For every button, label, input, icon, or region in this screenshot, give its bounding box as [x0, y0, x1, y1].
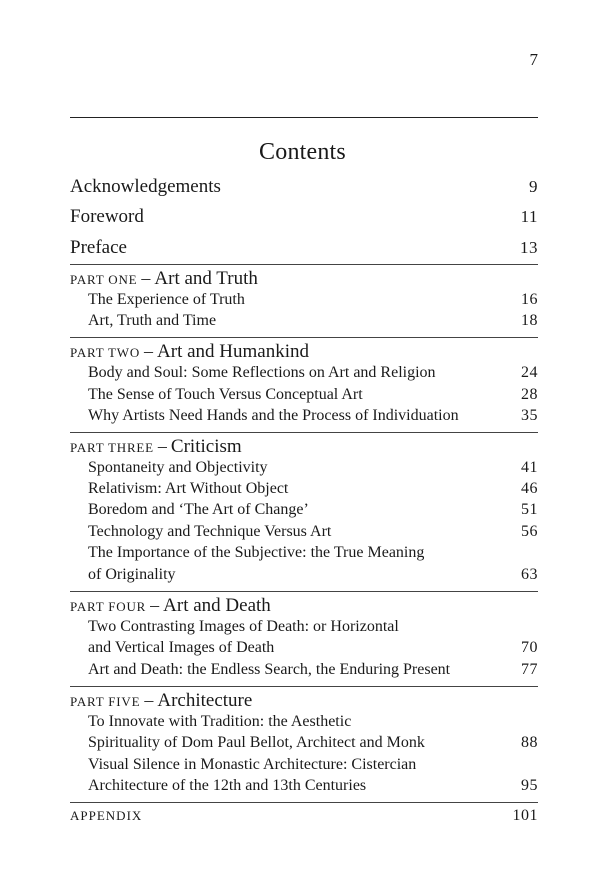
toc-entry[interactable] — [70, 386, 538, 404]
toc-entry-preface[interactable] — [70, 237, 538, 259]
toc-entry[interactable] — [70, 713, 538, 731]
toc-entry-label: The Experience of Truth — [88, 291, 245, 308]
toc-entry-label: Relativism: Art Without Object — [88, 480, 289, 497]
toc-entry-page: 51 — [521, 501, 538, 518]
part-heading-two[interactable] — [70, 341, 309, 363]
toc-entry-page: 11 — [520, 207, 538, 226]
toc-entry[interactable] — [70, 407, 538, 425]
toc-entry[interactable] — [70, 480, 538, 498]
part-title: Art and Death — [163, 595, 271, 616]
part-label: PART THREE — [70, 440, 154, 455]
section-divider — [70, 337, 538, 338]
part-label: PART ONE — [70, 272, 138, 287]
section-divider — [70, 686, 538, 687]
header-rule — [70, 117, 538, 118]
toc-entry-page: 28 — [521, 386, 538, 403]
toc-entry[interactable] — [70, 734, 538, 752]
toc-entry-page: 63 — [521, 566, 538, 583]
toc-entry-foreword[interactable] — [70, 206, 538, 228]
toc-entry[interactable] — [70, 312, 538, 330]
part-dash: – — [144, 341, 154, 361]
part-title: Criticism — [170, 436, 242, 457]
toc-entry-page: 46 — [521, 480, 538, 497]
toc-entry[interactable] — [70, 523, 538, 541]
toc-entry-label: of Originality — [88, 566, 176, 583]
toc-entry-page: 70 — [521, 639, 538, 656]
section-divider — [70, 802, 538, 803]
toc-entry[interactable] — [70, 364, 538, 382]
toc-entry[interactable] — [70, 291, 538, 309]
toc-entry[interactable] — [70, 459, 538, 477]
part-label: PART TWO — [70, 345, 141, 360]
toc-entry-page: 88 — [521, 734, 538, 751]
toc-entry[interactable] — [70, 544, 538, 562]
part-heading-one[interactable] — [70, 268, 258, 290]
toc-entry[interactable] — [70, 756, 538, 774]
section-divider — [70, 432, 538, 433]
toc-entry-label: Two Contrasting Images of Death: or Horizontal — [88, 618, 399, 635]
toc-entry[interactable] — [70, 661, 538, 679]
toc-entry-label: Art, Truth and Time — [88, 312, 217, 329]
part-dash: – — [141, 268, 151, 288]
toc-entry-page: 9 — [529, 177, 538, 196]
part-heading-five[interactable] — [70, 690, 252, 712]
toc-entry-page: 77 — [521, 661, 538, 678]
section-divider — [70, 264, 538, 265]
toc-entry-appendix[interactable] — [70, 807, 538, 825]
part-dash: – — [157, 436, 167, 456]
page-title: Contents — [259, 139, 346, 165]
toc-entry-label: and Vertical Images of Death — [88, 639, 275, 656]
toc-entry-label: Why Artists Need Hands and the Process of Individuation — [88, 407, 459, 424]
toc-entry-label: Architecture of the 12th and 13th Centuries — [88, 777, 367, 794]
appendix-label: APPENDIX — [70, 808, 143, 823]
part-label: PART FOUR — [70, 599, 147, 614]
page-number: 7 — [529, 50, 538, 69]
toc-entry-page: 35 — [521, 407, 538, 424]
part-title: Art and Humankind — [157, 341, 310, 362]
toc-entry-label: Foreword — [70, 206, 144, 227]
toc-entry[interactable] — [70, 501, 538, 519]
toc-entry-label: Spontaneity and Objectivity — [88, 459, 268, 476]
toc-entry-label: Art and Death: the Endless Search, the Enduring Present — [88, 661, 451, 678]
part-title: Art and Truth — [154, 268, 258, 289]
toc-entry-page: 95 — [521, 777, 538, 794]
part-label: PART FIVE — [70, 694, 141, 709]
toc-entry[interactable] — [70, 618, 538, 636]
toc-entry-label: Technology and Technique Versus Art — [88, 523, 332, 540]
toc-entry-page: 13 — [520, 238, 538, 257]
toc-entry-label: Spirituality of Dom Paul Bellot, Architect and Monk — [88, 734, 425, 751]
toc-entry-label: To Innovate with Tradition: the Aesthetic — [88, 713, 352, 730]
toc-entry[interactable] — [70, 639, 538, 657]
toc-entry-page: 18 — [521, 312, 538, 329]
toc-entry-page: 41 — [521, 459, 538, 476]
toc-entry-label: The Sense of Touch Versus Conceptual Art — [88, 386, 363, 403]
part-heading-four[interactable] — [70, 595, 271, 617]
toc-entry-acknowledgements[interactable] — [70, 176, 538, 198]
toc-entry-label: Body and Soul: Some Reflections on Art and Religion — [88, 364, 436, 381]
toc-entry-page: 24 — [521, 364, 538, 381]
toc-entry[interactable] — [70, 777, 538, 795]
part-title: Architecture — [157, 690, 253, 711]
toc-entry-label: The Importance of the Subjective: the True Meaning — [88, 544, 425, 561]
part-dash: – — [144, 690, 154, 710]
toc-entry-label: Boredom and ‘The Art of Change’ — [88, 501, 309, 518]
toc-entry-label: Acknowledgements — [70, 176, 221, 197]
toc-entry-page: 16 — [521, 291, 538, 308]
toc-entry-page: 56 — [521, 523, 538, 540]
section-divider — [70, 591, 538, 592]
toc-entry-page: 101 — [512, 807, 538, 824]
part-heading-three[interactable] — [70, 436, 242, 458]
toc-entry-label: Visual Silence in Monastic Architecture: Cistercian — [88, 756, 417, 773]
part-dash: – — [150, 595, 160, 615]
toc-entry[interactable] — [70, 566, 538, 584]
toc-entry-label: Preface — [70, 237, 127, 258]
